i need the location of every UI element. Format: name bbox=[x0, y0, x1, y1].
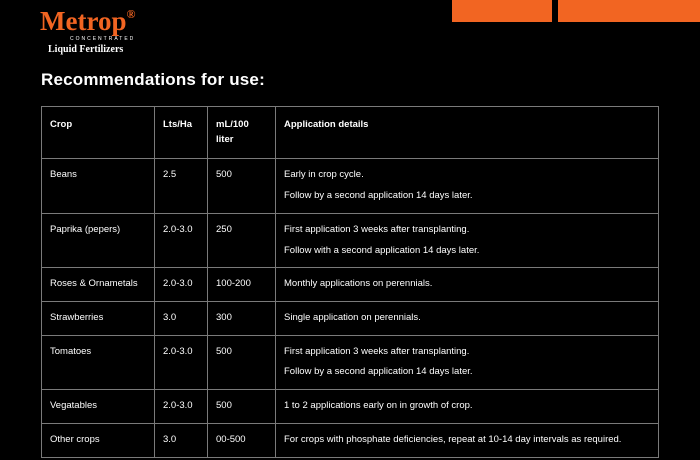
cell-application-details bbox=[276, 268, 659, 302]
cell-crop: Vegatables bbox=[42, 390, 155, 424]
brand-tagline: Liquid Fertilizers bbox=[48, 44, 124, 55]
table-row bbox=[42, 268, 659, 302]
brand-logo bbox=[40, 8, 260, 55]
detail-line: Follow by a second application 14 days later. bbox=[284, 366, 473, 378]
table-body bbox=[42, 159, 659, 457]
cell-crop: Other crops bbox=[42, 423, 155, 457]
cell-crop: Strawberries bbox=[42, 302, 155, 336]
column-header-lts-ha: Lts/Ha bbox=[155, 107, 208, 159]
header-accent-bar-right bbox=[558, 0, 700, 22]
header-accent-bar-left bbox=[452, 0, 552, 22]
cell-crop: Paprika (pepers) bbox=[42, 213, 155, 267]
cell-crop: Roses & Ornametals bbox=[42, 268, 155, 302]
cell-application-details bbox=[276, 302, 659, 336]
brand-tagline-small: CONCENTRATED bbox=[70, 36, 136, 42]
detail-line: First application 3 weeks after transplanting. bbox=[284, 223, 470, 235]
cell-crop: Tomatoes bbox=[42, 335, 155, 389]
cell-crop: Beans bbox=[42, 159, 155, 213]
cell-lts-ha: 2.5 bbox=[155, 159, 208, 213]
cell-lts-ha: 2.0-3.0 bbox=[155, 390, 208, 424]
column-header-application-details: Application details bbox=[276, 107, 659, 159]
detail-line: Follow with a second application 14 days later. bbox=[284, 244, 480, 256]
header-accent-bars bbox=[452, 0, 700, 22]
detail-line: 1 to 2 applications early on in growth of crop. bbox=[284, 400, 473, 412]
cell-ml-100-liter: 100-200 bbox=[208, 268, 276, 302]
cell-application-details bbox=[276, 423, 659, 457]
table-row bbox=[42, 302, 659, 336]
cell-application-details bbox=[276, 390, 659, 424]
detail-line: Monthly applications on perennials. bbox=[284, 278, 433, 290]
recommendations-table-container bbox=[41, 106, 659, 458]
cell-lts-ha: 2.0-3.0 bbox=[155, 268, 208, 302]
cell-ml-100-liter: 500 bbox=[208, 159, 276, 213]
cell-application-details bbox=[276, 159, 659, 213]
brand-name bbox=[40, 8, 135, 35]
page-title: Recommendations for use: bbox=[41, 70, 265, 89]
cell-ml-100-liter: 250 bbox=[208, 213, 276, 267]
table-row bbox=[42, 159, 659, 213]
registered-mark: ® bbox=[126, 7, 136, 21]
cell-ml-100-liter: 300 bbox=[208, 302, 276, 336]
detail-line: Single application on perennials. bbox=[284, 312, 421, 324]
recommendations-table bbox=[41, 106, 659, 458]
table-row bbox=[42, 213, 659, 267]
table-row bbox=[42, 390, 659, 424]
detail-line: For crops with phosphate deficiencies, repeat at 10-14 day intervals as required. bbox=[284, 433, 622, 445]
detail-line: Follow by a second application 14 days later. bbox=[284, 190, 473, 202]
cell-ml-100-liter: 500 bbox=[208, 390, 276, 424]
brand-name-text: Metrop bbox=[40, 6, 127, 36]
cell-ml-100-liter: 00-500 bbox=[208, 423, 276, 457]
cell-lts-ha: 2.0-3.0 bbox=[155, 335, 208, 389]
detail-line: First application 3 weeks after transplanting. bbox=[284, 345, 470, 357]
column-header-crop: Crop bbox=[42, 107, 155, 159]
cell-lts-ha: 2.0-3.0 bbox=[155, 213, 208, 267]
table-row bbox=[42, 423, 659, 457]
detail-line: Early in crop cycle. bbox=[284, 169, 364, 181]
column-header-ml-100-liter: mL/100 liter bbox=[208, 107, 276, 159]
cell-application-details bbox=[276, 213, 659, 267]
table-header bbox=[42, 107, 659, 159]
cell-lts-ha: 3.0 bbox=[155, 302, 208, 336]
table-row bbox=[42, 335, 659, 389]
cell-application-details bbox=[276, 335, 659, 389]
cell-ml-100-liter: 500 bbox=[208, 335, 276, 389]
table-header-row bbox=[42, 107, 659, 159]
cell-lts-ha: 3.0 bbox=[155, 423, 208, 457]
